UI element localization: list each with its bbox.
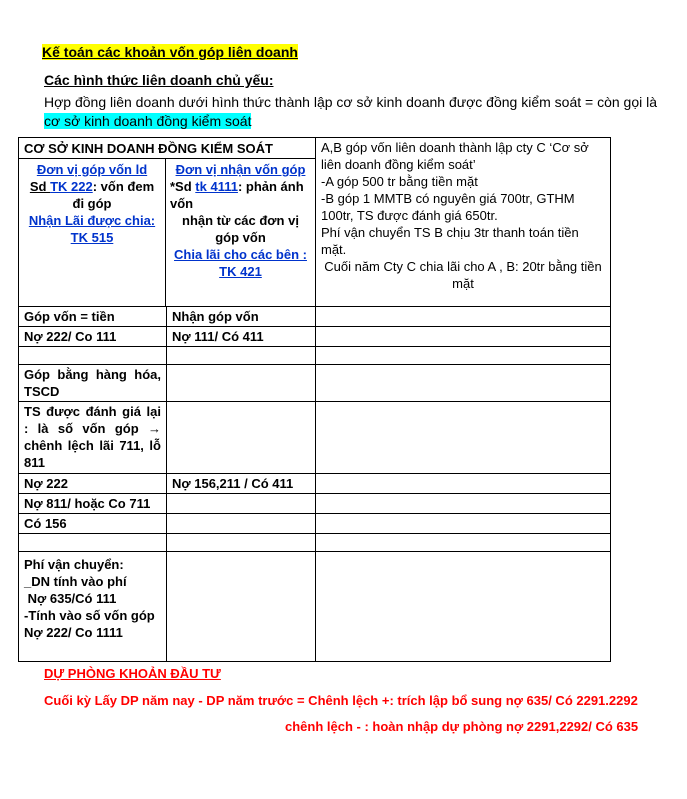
row-cell: Nợ 111/ Có 411: [167, 327, 316, 347]
table-row: [19, 534, 611, 552]
row-cell: [167, 347, 316, 365]
arrow-right-icon: →: [147, 421, 161, 436]
page-title: [42, 44, 298, 60]
table-row: [19, 307, 611, 327]
intro-highlight: cơ sở kinh doanh đồng kiểm soát: [44, 113, 252, 129]
example-cell: [316, 138, 611, 307]
row-cell: [316, 534, 611, 552]
row-cell: [167, 365, 316, 402]
row-cell: [316, 474, 611, 494]
row-cell: [316, 402, 611, 474]
table-header: CƠ SỞ KINH DOANH ĐỒNG KIỂM SOÁT: [19, 138, 315, 159]
row-cell: Nợ 222/ Co 111: [19, 327, 167, 347]
cell-line: _DN tính vào phí: [24, 574, 127, 589]
row-cell: Nợ 222: [19, 474, 167, 494]
table-row: [19, 514, 611, 534]
cell-line: Nợ 635/Có 111: [24, 591, 117, 606]
row-cell: Nhận góp vốn: [167, 307, 316, 327]
example-line: -B góp 1 MMTB có nguyên giá 700tr, GTHM 100tr, TS được đánh giá 650tr.: [321, 191, 575, 223]
row-cell: [167, 494, 316, 514]
provision-line1: Cuối kỳ Lấy DP năm nay - DP năm trước = Chênh lệch +: trích lập bổ sung nợ 635/ Có 2291.2292: [44, 693, 638, 708]
row-cell: [316, 494, 611, 514]
row-cell: [316, 365, 611, 402]
example-line: -A góp 500 tr bằng tiền mặt: [321, 174, 478, 189]
table-row: [19, 494, 611, 514]
table-row: [19, 327, 611, 347]
row-cell: Góp vốn = tiền: [19, 307, 167, 327]
row-cell: [167, 514, 316, 534]
col-receiver: [166, 159, 315, 306]
row-cell: Nợ 156,211 / Có 411: [167, 474, 316, 494]
row-cell: [316, 514, 611, 534]
intro-paragraph: [44, 93, 674, 131]
provision-title: DỰ PHÒNG KHOẢN ĐẦU TƯ: [44, 666, 221, 681]
row-cell: [316, 327, 611, 347]
col2-line1-cont: nhận từ các đơn vị góp vốn: [182, 213, 299, 245]
table-left-header: [19, 138, 316, 307]
example-line: Cuối năm Cty C chia lãi cho A , B: 20tr bằng tiền mặt: [324, 259, 602, 291]
col1-line1: Sd TK 222: vốn đem đi góp: [29, 179, 155, 211]
table-row: [19, 347, 611, 365]
cell-line: Phí vận chuyển:: [24, 557, 124, 572]
row-cell: [167, 402, 316, 474]
table-row: [19, 402, 611, 474]
row-cell: Có 156: [19, 514, 167, 534]
table-row: [19, 474, 611, 494]
row-cell: [316, 552, 611, 662]
col2-line1: *Sd tk 4111: phản ánh vốn: [170, 179, 304, 211]
subtitle: Các hình thức liên doanh chủ yếu:: [44, 72, 274, 88]
cell-line: -Tính vào số vốn góp: [24, 608, 155, 623]
row-cell: [167, 552, 316, 662]
row-cell: TS được đánh giá lại : là số vốn góp → chênh lệch lãi 711, lỗ 811: [19, 402, 167, 474]
row-cell: [19, 534, 167, 552]
row-cell: Nợ 811/ hoặc Co 711: [19, 494, 167, 514]
row-cell: Góp bằng hàng hóa, TSCD: [19, 365, 167, 402]
intro-text: Hợp đồng liên doanh dưới hình thức thành lập cơ sở kinh doanh được đồng kiểm soát = còn gọi là: [44, 94, 658, 110]
col2-line2: Chia lãi cho các bên : TK 421: [174, 247, 307, 279]
col2-title: Đơn vị nhận vốn góp: [175, 162, 306, 177]
col-contributor: [19, 159, 166, 306]
cell-line: Nợ 222/ Co 1111: [24, 625, 123, 640]
row-cell: [167, 534, 316, 552]
example-line: Phí vận chuyển TS B chịu 3tr thanh toán tiền mặt.: [321, 225, 579, 257]
row-cell: [19, 552, 167, 662]
col1-title: Đơn vị góp vốn ld: [36, 162, 148, 177]
row-cell: [316, 307, 611, 327]
row-cell: [19, 347, 167, 365]
provision-line2: chênh lệch - : hoàn nhập dự phòng nợ 2291,2292/ Có 635: [285, 719, 639, 734]
table-row: [19, 552, 611, 662]
row-cell: [316, 347, 611, 365]
col1-line2: Nhận Lãi được chia: TK 515: [28, 213, 156, 245]
example-line: A,B góp vốn liên doanh thành lập cty C ‘Cơ sở liên doanh đồng kiểm soát’: [321, 140, 589, 172]
accounting-table: [18, 137, 611, 662]
table-row: [19, 365, 611, 402]
title-text: Kế toán các khoản vốn góp liên doanh: [42, 44, 298, 60]
